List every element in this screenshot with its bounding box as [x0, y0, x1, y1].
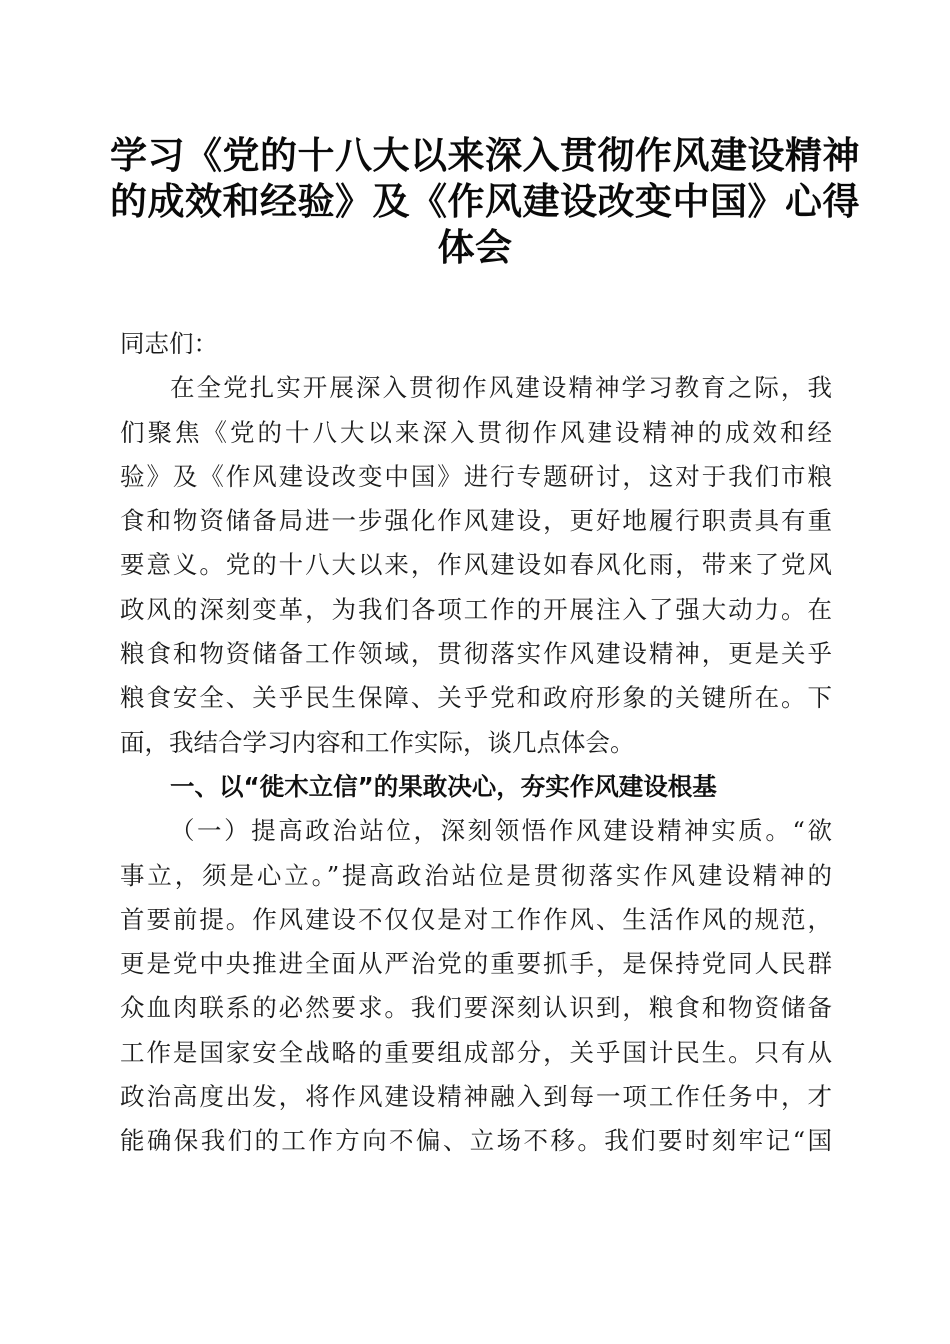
paragraph-line: （一）提高政治站位，深刻领悟作风建设精神实质。“欲 — [170, 816, 832, 846]
paragraph-line: 验》及《作风建设改变中国》进行专题研讨，这对于我们市粮 — [120, 461, 832, 491]
paragraph-line: 们聚焦《党的十八大以来深入贯彻作风建设精神的成效和经 — [120, 417, 832, 447]
paragraph-line: 能确保我们的工作方向不偏、立场不移。我们要时刻牢记“国 — [120, 1126, 832, 1156]
title-line-1: 学习《党的十八大以来深入贯彻作风建设精神 — [110, 133, 860, 177]
section-paragraph — [120, 809, 832, 1163]
paragraph-line: 在全党扎实开展深入贯彻作风建设精神学习教育之际，我 — [170, 373, 832, 403]
paragraph-line: 要意义。党的十八大以来，作风建设如春风化雨，带来了党风 — [120, 550, 832, 580]
paragraph-line: 工作是国家安全战略的重要组成部分，关乎国计民生。只有从 — [120, 1037, 832, 1067]
paragraph-line: 众血肉联系的必然要求。我们要深刻认识到，粮食和物资储备 — [120, 993, 832, 1023]
paragraph-line: 更是党中央推进全面从严治党的重要抓手，是保持党同人民群 — [120, 949, 832, 979]
intro-paragraph — [120, 366, 832, 765]
salutation: 同志们： — [120, 329, 218, 358]
paragraph-line: 粮食和物资储备工作领域，贯彻落实作风建设精神，更是关乎 — [120, 639, 832, 669]
paragraph-line: 粮食安全、关乎民生保障、关乎党和政府形象的关键所在。下 — [120, 683, 832, 713]
section-heading: 一、以“徙木立信”的果敢决心，夯实作风建设根基 — [170, 771, 717, 801]
document-title — [110, 132, 860, 270]
paragraph-line: 事立，须是心立。”提高政治站位是贯彻落实作风建设精神的 — [120, 860, 832, 890]
title-line-2: 的成效和经验》及《作风建设改变中国》心得 — [110, 179, 860, 223]
document-body — [120, 322, 832, 1164]
paragraph-line: 首要前提。作风建设不仅仅是对工作作风、生活作风的规范， — [120, 904, 832, 934]
paragraph-line: 面，我结合学习内容和工作实际，谈几点体会。 — [120, 727, 635, 757]
paragraph-line: 政治高度出发，将作风建设精神融入到每一项工作任务中，才 — [120, 1082, 832, 1112]
paragraph-line: 政风的深刻变革，为我们各项工作的开展注入了强大动力。在 — [120, 594, 832, 624]
title-line-3: 体会 — [437, 225, 513, 269]
paragraph-line: 食和物资储备局进一步强化作风建设，更好地履行职责具有重 — [120, 506, 832, 536]
